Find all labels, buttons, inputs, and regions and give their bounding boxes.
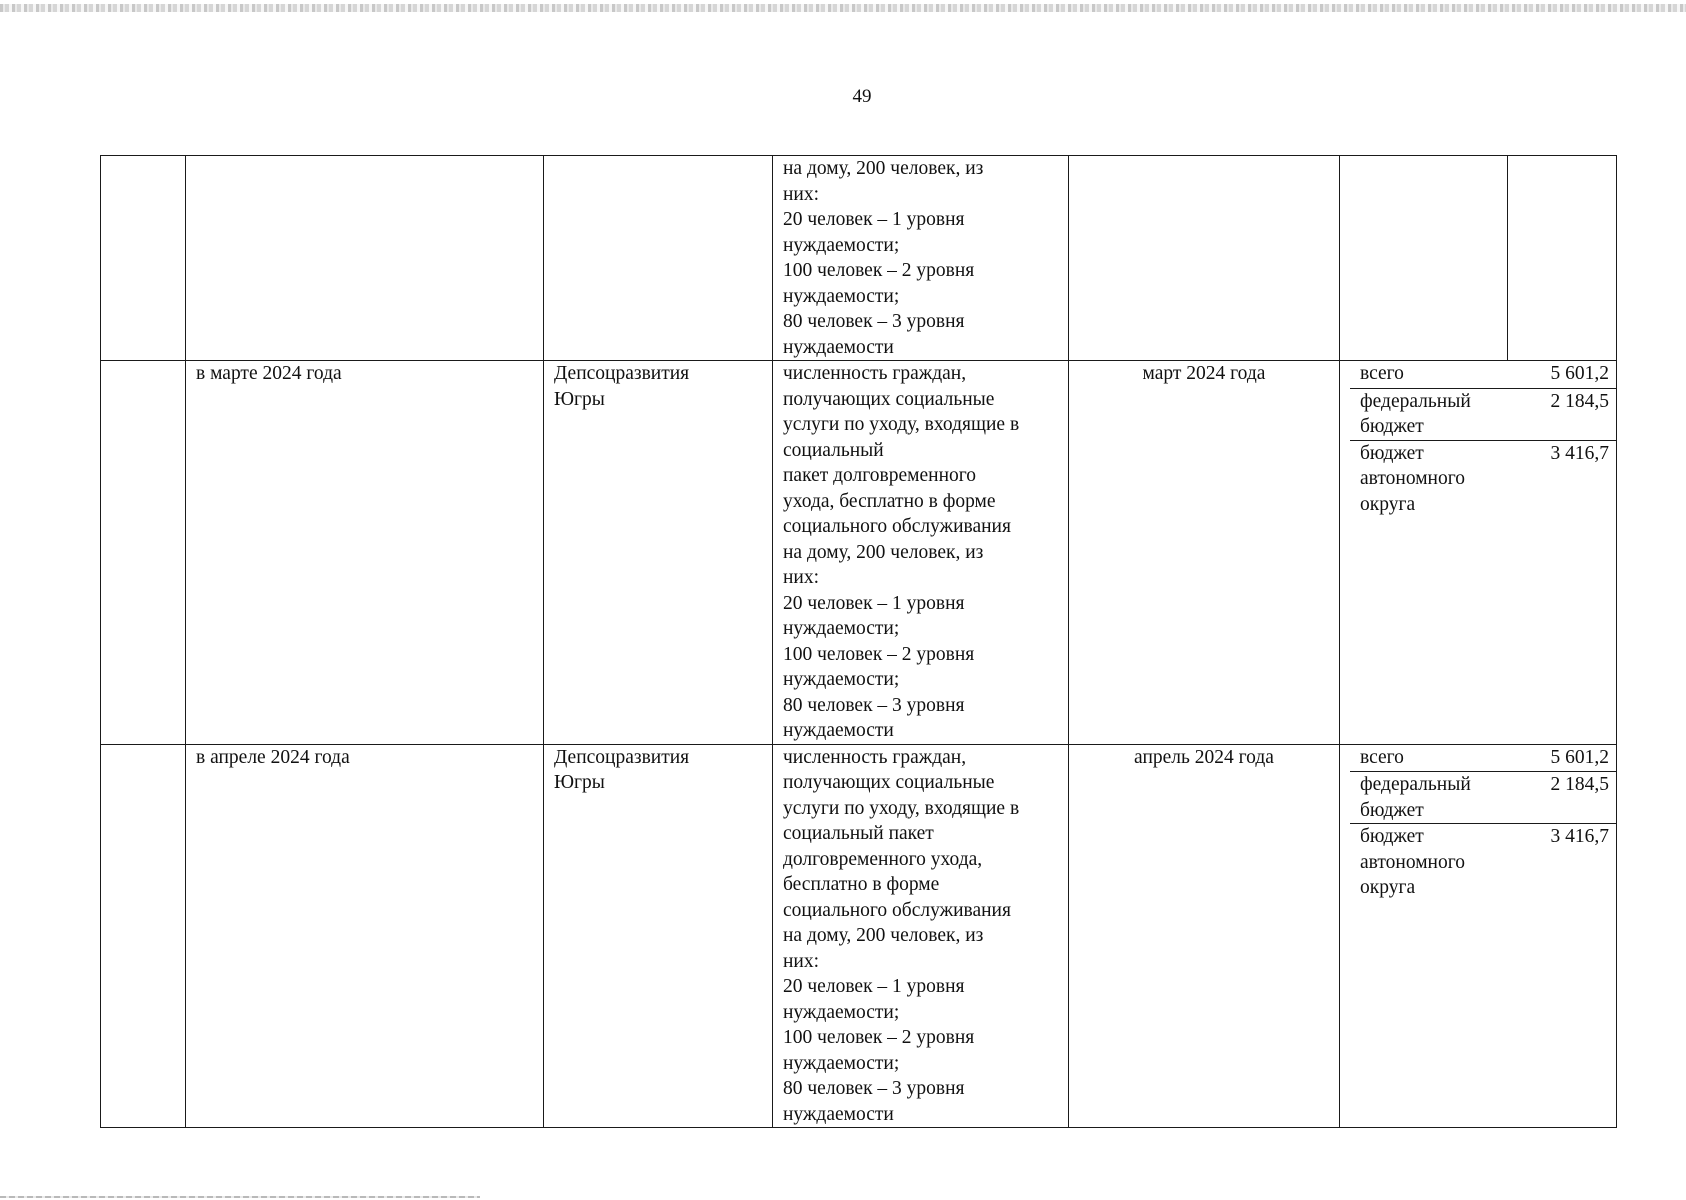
funding-row-federal (1350, 772, 1617, 824)
cell-term (1069, 156, 1340, 361)
funding-amount: 2 184,5 (1518, 772, 1617, 824)
responsible-line: Депсоцразвития (554, 746, 690, 768)
funding-row-federal (1350, 388, 1617, 440)
funding-amount: 3 416,7 (1518, 824, 1617, 901)
funding-source: всего (1360, 746, 1404, 768)
page-number: 49 (852, 86, 872, 107)
result-line: них: (783, 950, 820, 972)
result-line: численность граждан, (783, 363, 967, 384)
funding-source: бюджет автономного округа (1350, 440, 1518, 517)
result-line: 80 человек – 3 уровня (783, 694, 965, 716)
funding-amount: 5 601,2 (1550, 746, 1609, 768)
result-line: социальный (783, 439, 884, 461)
funding-source: всего (1360, 363, 1404, 384)
responsible-line: Депсоцразвития (554, 363, 690, 384)
cell-result (773, 744, 1069, 1128)
result-line: нуждаемости; (783, 285, 900, 307)
result-line: социального обслуживания (783, 899, 1011, 921)
cell-term: март 2024 года (1069, 361, 1340, 745)
result-line: 80 человек – 3 уровня (783, 311, 965, 332)
funding-source: бюджет автономного округа (1350, 824, 1518, 901)
cell-number (101, 156, 186, 361)
result-line: социального обслуживания (783, 516, 1011, 537)
result-line: 100 человек – 2 уровня (783, 1027, 975, 1048)
cell-funding-source (1340, 156, 1508, 361)
result-line: ухода, бесплатно в форме (783, 490, 996, 512)
result-line: нуждаемости; (783, 669, 900, 690)
responsible-line: Югры (554, 388, 605, 410)
cell-funding (1340, 744, 1617, 1128)
result-line: 20 человек – 1 уровня (783, 976, 965, 997)
plan-table (100, 155, 1617, 1128)
result-line: социальный пакет (783, 823, 934, 844)
result-line: на дому, 200 человек, из (783, 541, 984, 563)
cell-number (101, 361, 186, 745)
result-line: услуги по уходу, входящие в (783, 797, 1020, 819)
cell-responsible (544, 744, 773, 1128)
result-line: пакет долговременного (783, 465, 977, 486)
scan-edge-bottom (0, 1196, 480, 1198)
result-line: 100 человек – 2 уровня (783, 643, 975, 665)
result-line: 20 человек – 1 уровня (783, 592, 965, 614)
cell-date: в марте 2024 года (186, 361, 544, 745)
result-line: долговременного ухода, (783, 848, 983, 870)
cell-term: апрель 2024 года (1069, 744, 1340, 1128)
result-line: нуждаемости; (783, 618, 900, 639)
result-line: нуждаемости (783, 1103, 894, 1125)
cell-result (773, 361, 1069, 745)
result-line: услуги по уходу, входящие в (783, 414, 1020, 435)
result-line: получающих социальные (783, 772, 995, 793)
funding-subtable (1350, 361, 1617, 517)
result-line: бесплатно в форме (783, 874, 940, 895)
result-line: них: (783, 567, 820, 588)
result-line: на дому, 200 человек, из (783, 925, 984, 946)
funding-row-regional (1350, 824, 1617, 901)
result-line: 80 человек – 3 уровня (783, 1078, 965, 1099)
table-row-continuation (101, 156, 1617, 361)
funding-amount: 5 601,2 (1550, 363, 1609, 384)
result-line: получающих социальные (783, 388, 995, 410)
scan-edge-top (0, 4, 1686, 12)
result-line: нуждаемости (783, 720, 894, 741)
cell-amount (1508, 156, 1617, 361)
result-line: них: (783, 183, 820, 205)
funding-row-total (1350, 745, 1617, 772)
funding-source: федеральный бюджет (1350, 388, 1518, 440)
cell-responsible (544, 361, 773, 745)
result-line: нуждаемости; (783, 1052, 900, 1074)
result-line: численность граждан, (783, 746, 967, 768)
responsible-line: Югры (554, 772, 605, 793)
table-row-march (101, 361, 1617, 745)
result-line: нуждаемости (783, 336, 894, 358)
result-line: нуждаемости; (783, 1001, 900, 1023)
funding-subtable (1350, 745, 1617, 901)
cell-responsible (544, 156, 773, 361)
funding-amount: 3 416,7 (1518, 440, 1617, 517)
funding-row-total (1350, 361, 1617, 388)
cell-funding (1340, 361, 1617, 745)
funding-source: федеральный бюджет (1350, 772, 1518, 824)
result-line: на дому, 200 человек, из (783, 158, 984, 179)
funding-amount: 2 184,5 (1518, 388, 1617, 440)
result-line: 20 человек – 1 уровня (783, 209, 965, 230)
funding-row-regional (1350, 440, 1617, 517)
cell-result (773, 156, 1069, 361)
result-line: нуждаемости; (783, 234, 900, 256)
cell-date (186, 156, 544, 361)
result-line: 100 человек – 2 уровня (783, 260, 975, 281)
cell-date: в апреле 2024 года (186, 744, 544, 1128)
cell-number (101, 744, 186, 1128)
table-row-april (101, 744, 1617, 1128)
